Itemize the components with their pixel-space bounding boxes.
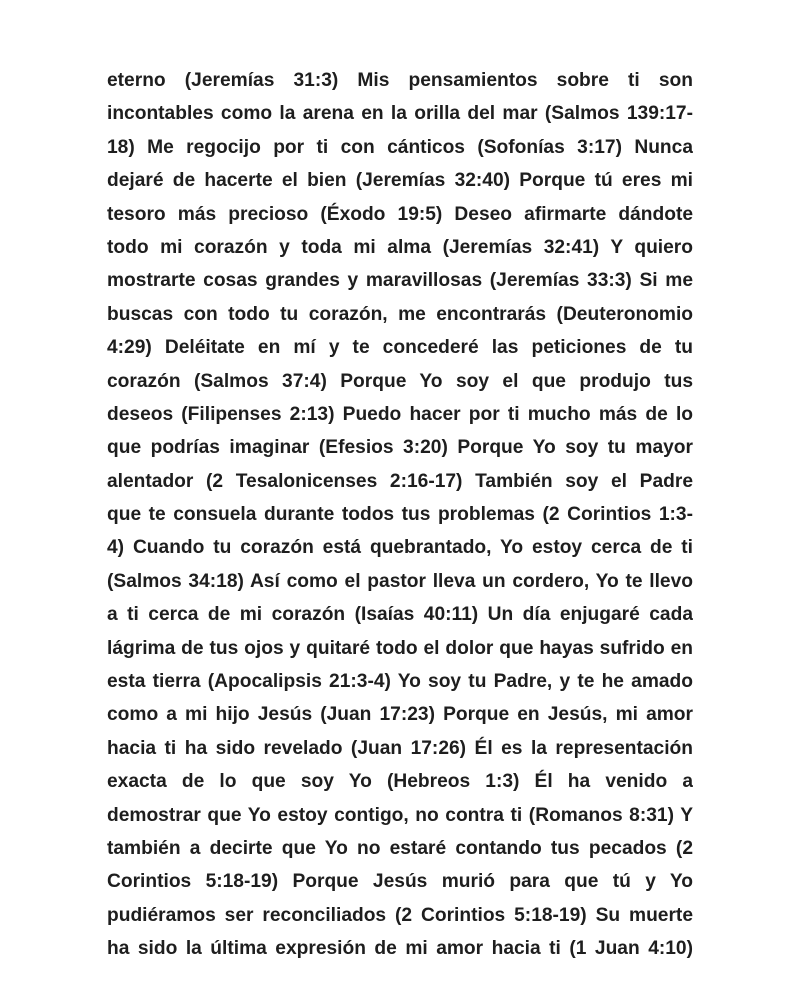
- text-line: que podrías imaginar (Efesios 3:20) Porque Yo soy tu mayor: [107, 437, 693, 459]
- text-line: 18) Me regocijo por ti con cánticos (Sofonías 3:17) Nunca: [107, 136, 693, 158]
- text-line: dejaré de hacerte el bien (Jeremías 32:40) Porque tú eres mi: [107, 170, 693, 192]
- document-body: [107, 64, 693, 966]
- text-line: ha sido la última expresión de mi amor hacia ti (1 Juan 4:10): [107, 938, 693, 960]
- text-line: tesoro más precioso (Éxodo 19:5) Deseo afirmarte dándote: [107, 203, 693, 225]
- text-line: exacta de lo que soy Yo (Hebreos 1:3) Él ha venido a: [107, 771, 693, 793]
- text-line: esta tierra (Apocalipsis 21:3-4) Yo soy tu Padre, y te he amado: [107, 671, 693, 693]
- text-line: corazón (Salmos 37:4) Porque Yo soy el que produjo tus: [107, 370, 693, 392]
- text-line: (Salmos 34:18) Así como el pastor lleva un cordero, Yo te llevo: [107, 570, 693, 592]
- text-line: también a decirte que Yo no estaré contando tus pecados (2: [107, 837, 693, 859]
- text-line: 4) Cuando tu corazón está quebrantado, Yo estoy cerca de ti: [107, 537, 693, 559]
- text-line: mostrarte cosas grandes y maravillosas (Jeremías 33:3) Si me: [107, 270, 693, 292]
- text-line: buscas con todo tu corazón, me encontrarás (Deuteronomio: [107, 303, 693, 325]
- text-line: demostrar que Yo estoy contigo, no contra ti (Romanos 8:31) Y: [107, 804, 693, 826]
- text-line: como a mi hijo Jesús (Juan 17:23) Porque en Jesús, mi amor: [107, 704, 693, 726]
- text-line: 4:29) Deléitate en mí y te concederé las peticiones de tu: [107, 337, 693, 359]
- text-line: todo mi corazón y toda mi alma (Jeremías 32:41) Y quiero: [107, 236, 693, 258]
- text-line: pudiéramos ser reconciliados (2 Corintios 5:18-19) Su muerte: [107, 904, 693, 926]
- text-line: hacia ti ha sido revelado (Juan 17:26) Él es la representación: [107, 737, 693, 759]
- text-line: deseos (Filipenses 2:13) Puedo hacer por ti mucho más de lo: [107, 403, 693, 425]
- text-line: alentador (2 Tesalonicenses 2:16-17) También soy el Padre: [107, 470, 693, 492]
- text-line: eterno (Jeremías 31:3) Mis pensamientos sobre ti son: [107, 70, 693, 91]
- text-line: lágrima de tus ojos y quitaré todo el dolor que hayas sufrido en: [107, 637, 693, 659]
- text-line: que te consuela durante todos tus problemas (2 Corintios 1:3-: [107, 504, 693, 526]
- text-line: incontables como la arena en la orilla del mar (Salmos 139:17-: [107, 103, 693, 125]
- text-line: Corintios 5:18-19) Porque Jesús murió para que tú y Yo: [107, 871, 693, 893]
- text-line: a ti cerca de mi corazón (Isaías 40:11) Un día enjugaré cada: [107, 604, 693, 626]
